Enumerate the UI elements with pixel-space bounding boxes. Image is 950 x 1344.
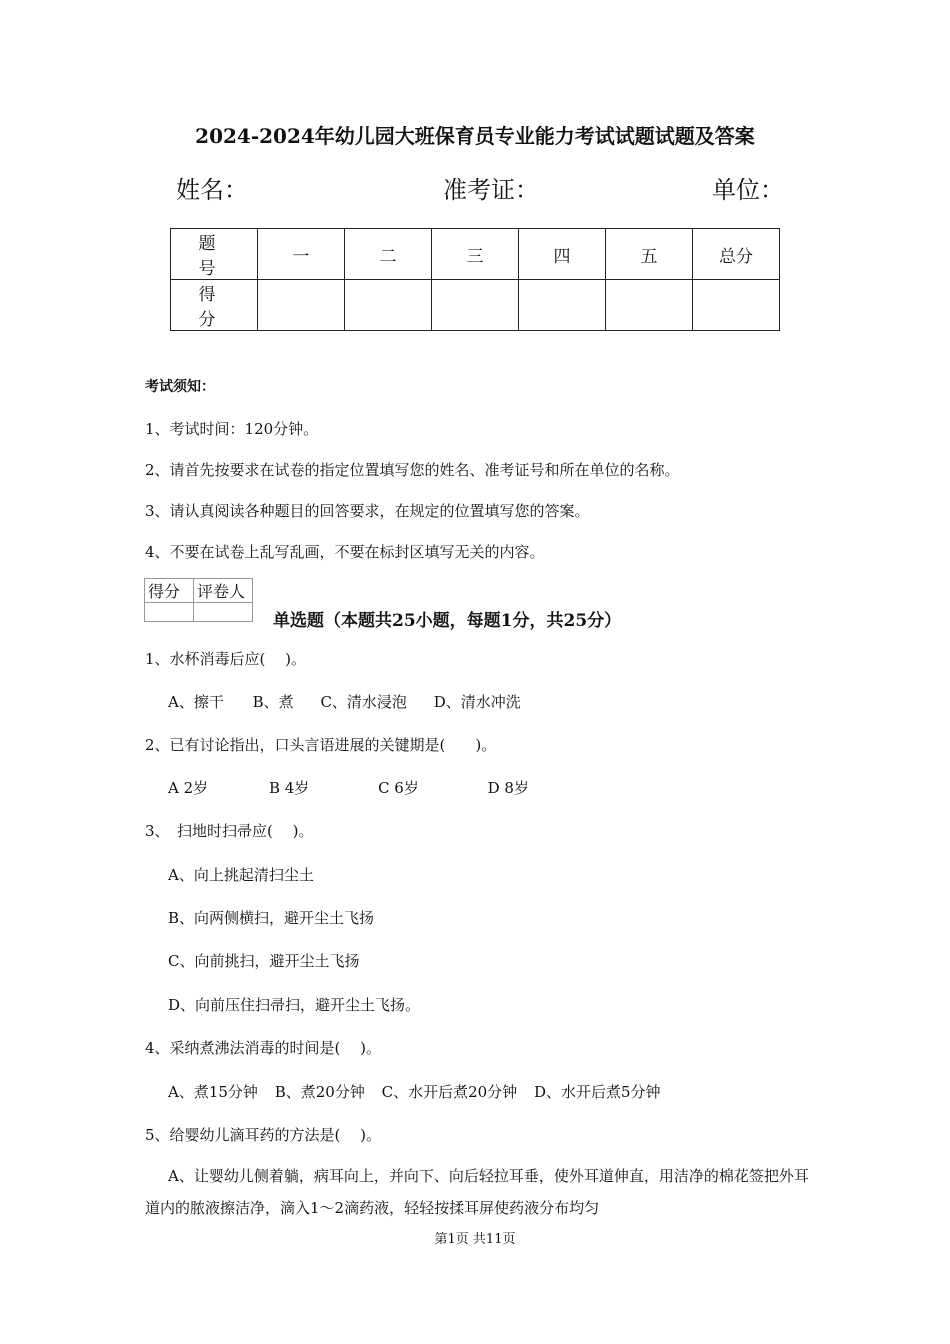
option: A、向上挑起清扫尘土 [168, 866, 314, 884]
grader-box [144, 578, 253, 622]
option: D、清水冲洗 [433, 693, 521, 711]
page-footer: 第1页 共11页 [434, 1232, 516, 1247]
score-table-cell: 一 [258, 229, 345, 280]
notice-item: 3、请认真阅读各种题目的回答要求，在规定的位置填写您的答案。 [145, 502, 590, 520]
score-row-label: 得 分 [171, 280, 258, 331]
grader-name-blank [194, 603, 253, 622]
unit-label: 单位： [712, 176, 784, 204]
option-row [168, 1081, 661, 1102]
option-paragraph: A、让婴幼儿侧着躺，病耳向上，并向下、向后轻拉耳垂，使外耳道伸直，用洁净的棉花签把外耳道内的脓液擦洁净，滴入1～2滴药液，轻轻按揉耳屏使药液分布均匀 [145, 1167, 809, 1217]
score-table-cell: 五 [606, 229, 693, 280]
score-cell-blank [606, 280, 693, 331]
notice-heading: 考试须知： [145, 379, 215, 395]
score-table-cell: 二 [345, 229, 432, 280]
option-row [168, 691, 521, 712]
option: A、煮15分钟 [168, 1083, 258, 1101]
grader-score-blank [145, 603, 194, 622]
option: D、向前压住扫帚扫，避开尘土飞扬。 [168, 996, 421, 1014]
option: C、清水浸泡 [320, 693, 407, 711]
notice-item: 2、请首先按要求在试卷的指定位置填写您的姓名、准考证号和所在单位的名称。 [145, 461, 680, 479]
score-cell-blank [258, 280, 345, 331]
score-cell-blank [432, 280, 519, 331]
option: B、煮 [252, 693, 294, 711]
score-table-score-row [171, 280, 780, 331]
score-table [170, 228, 780, 331]
section-title: 单选题（本题共25小题，每题1分，共25分） [273, 611, 622, 631]
option: C、向前挑扫，避开尘土飞扬 [168, 952, 360, 970]
option: B、向两侧横扫，避开尘土飞扬 [168, 909, 375, 927]
option: C 6岁 [378, 779, 419, 797]
question-stem: 5、给婴幼儿滴耳药的方法是( )。 [145, 1126, 382, 1144]
question-stem: 2、已有讨论指出，口头言语进展的关键期是( )。 [145, 736, 497, 754]
option: A、擦干 [168, 693, 224, 711]
score-cell-blank [693, 280, 780, 331]
question-stem: 4、采纳煮沸法消毒的时间是( )。 [145, 1039, 382, 1057]
score-table-cell: 题 号 [171, 229, 258, 280]
notice-item: 4、不要在试卷上乱写乱画，不要在标封区填写无关的内容。 [145, 543, 545, 561]
question-stem: 3、 扫地时扫帚应( )。 [145, 822, 314, 840]
page-title: 2024-2024年幼儿园大班保育员专业能力考试试题试题及答案 [195, 124, 755, 148]
notice-item: 1、考试时间：120分钟。 [145, 420, 319, 438]
score-table-header-row [171, 229, 780, 280]
option: D、水开后煮5分钟 [533, 1083, 661, 1101]
option: A 2岁 [168, 779, 209, 797]
score-table-cell: 三 [432, 229, 519, 280]
score-cell-blank [345, 280, 432, 331]
grader-name-label: 评卷人 [194, 579, 253, 603]
option: D 8岁 [487, 779, 529, 797]
option: B 4岁 [268, 779, 310, 797]
score-table-cell: 四 [519, 229, 606, 280]
grader-score-label: 得分 [145, 579, 194, 603]
option: B、煮20分钟 [274, 1083, 365, 1101]
exam-id-label: 准考证： [443, 176, 539, 204]
option-row [168, 777, 529, 798]
name-label: 姓名： [176, 176, 248, 204]
option: C、水开后煮20分钟 [381, 1083, 518, 1101]
score-table-cell: 总分 [693, 229, 780, 280]
score-cell-blank [519, 280, 606, 331]
question-stem: 1、水杯消毒后应( )。 [145, 650, 307, 668]
